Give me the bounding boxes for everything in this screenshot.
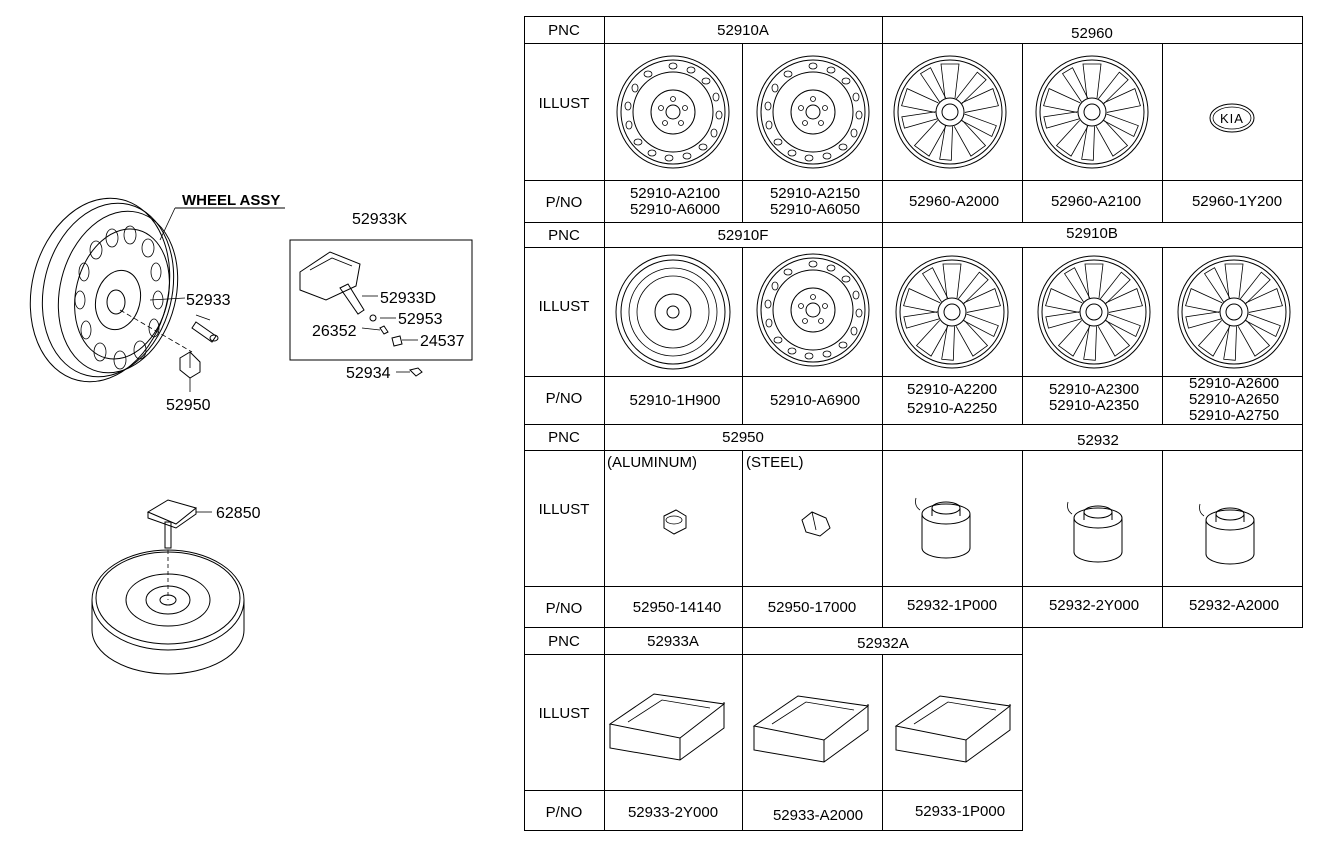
- pno-52960-a2000: 52960-A2000: [908, 193, 1000, 210]
- pno-52950-17000: 52950-17000: [767, 599, 857, 616]
- pno-52910-a2300: 52910-A2300: [1048, 381, 1140, 398]
- compressor-icon: [754, 696, 868, 762]
- label-62850: 62850: [216, 505, 261, 522]
- pno-header: P/NO: [545, 600, 583, 617]
- pnc-header: PNC: [548, 22, 580, 39]
- lug-nut-icon: [180, 352, 200, 378]
- steel-wheel-icon: [757, 56, 869, 168]
- label-24537: 24537: [420, 333, 465, 350]
- pno-52910-a2200: 52910-A2200: [906, 381, 998, 398]
- pno-52910-a2150: 52910-A2150: [769, 185, 861, 202]
- pno-52910-a2250: 52910-A2250: [906, 400, 998, 417]
- pno-52910-a2600: 52910-A2600: [1188, 375, 1280, 392]
- label-52953: 52953: [398, 311, 443, 328]
- label-52934: 52934: [346, 365, 391, 382]
- sealant-bottle-icon: [1068, 502, 1123, 562]
- pno-52933-a2000: 52933-A2000: [772, 807, 864, 824]
- illust-header: ILLUST: [538, 298, 590, 315]
- steel-lug-nut-icon: [802, 512, 830, 536]
- pno-52960-a2100: 52960-A2100: [1050, 193, 1142, 210]
- pnc-52910b: 52910B: [1066, 225, 1118, 242]
- pno-52910-a2350: 52910-A2350: [1048, 397, 1140, 414]
- pno-52950-14140: 52950-14140: [632, 599, 722, 616]
- label-wheel-assy: WHEEL ASSY: [182, 192, 281, 209]
- pnc-52910a: 52910A: [717, 22, 769, 39]
- pno-52910-a2100: 52910-A2100: [629, 185, 721, 202]
- pno-header: P/NO: [545, 804, 583, 821]
- pnc-52960: 52960: [1071, 25, 1113, 42]
- spare-tire-drawing: [92, 550, 244, 674]
- pno-52910-1h900: 52910-1H900: [629, 392, 721, 409]
- label-52933: 52933: [186, 292, 231, 309]
- compressor-icon: [896, 696, 1010, 762]
- pno-52960-1y200: 52960-1Y200: [1191, 193, 1283, 210]
- pno-52932-1p000: 52932-1P000: [906, 597, 998, 614]
- pno-52910-a6900: 52910-A6900: [769, 392, 861, 409]
- pnc-52932: 52932: [1077, 432, 1119, 449]
- kia-badge-icon: [1210, 104, 1254, 132]
- pnc-52950: 52950: [722, 429, 764, 446]
- pnc-header: PNC: [548, 227, 580, 244]
- illust-header: ILLUST: [538, 705, 590, 722]
- pnc-52933a: 52933A: [647, 633, 699, 650]
- spare-tire-carrier-icon: [148, 500, 196, 548]
- illust-header: ILLUST: [538, 501, 590, 518]
- pno-52933-2y000: 52933-2Y000: [627, 804, 719, 821]
- sealant-bottle-icon: [916, 498, 971, 558]
- pnc-header: PNC: [548, 429, 580, 446]
- pno-header: P/NO: [545, 390, 583, 407]
- valve-stem-icon: [192, 322, 218, 342]
- aluminum-lug-nut-icon: [664, 510, 686, 534]
- pnc-header: PNC: [548, 633, 580, 650]
- illust-header: ILLUST: [538, 95, 590, 112]
- note-aluminum: (ALUMINUM): [607, 454, 697, 471]
- label-52950: 52950: [166, 397, 211, 414]
- parts-table-grid: [525, 17, 1303, 831]
- steel-wheel-icon: [617, 56, 729, 168]
- pno-header: P/NO: [545, 194, 583, 211]
- pno-52932-a2000: 52932-A2000: [1188, 597, 1280, 614]
- pno-52910-a2650: 52910-A2650: [1188, 391, 1280, 408]
- spare-wheel-icon: [616, 255, 730, 369]
- pno-52910-a2750: 52910-A2750: [1188, 407, 1280, 424]
- sealant-bottle-icon: [1200, 504, 1255, 564]
- alloy-wheel-icon: [1178, 256, 1290, 368]
- compressor-icon: [610, 694, 724, 760]
- pno-52932-2y000: 52932-2Y000: [1048, 597, 1140, 614]
- pno-52933-1p000: 52933-1P000: [914, 803, 1006, 820]
- label-52933d: 52933D: [380, 290, 437, 307]
- pno-52910-a6050: 52910-A6050: [769, 201, 861, 218]
- alloy-wheel-icon: [1038, 256, 1150, 368]
- alloy-wheel-icon: [1036, 56, 1148, 168]
- wheel-assembly-drawing: [12, 183, 472, 674]
- label-26352: 26352: [312, 323, 357, 340]
- alloy-wheel-icon: [894, 56, 1006, 168]
- steel-wheel-icon: [757, 254, 869, 366]
- pno-52910-a6000: 52910-A6000: [629, 201, 721, 218]
- pnc-52910f: 52910F: [717, 227, 769, 244]
- label-52933k: 52933K: [352, 211, 408, 228]
- note-steel: (STEEL): [746, 454, 804, 471]
- alloy-wheel-icon: [896, 256, 1008, 368]
- pnc-52932a: 52932A: [857, 635, 909, 652]
- kia-badge-text: KIA: [1220, 111, 1244, 126]
- row-headers: [539, 22, 590, 821]
